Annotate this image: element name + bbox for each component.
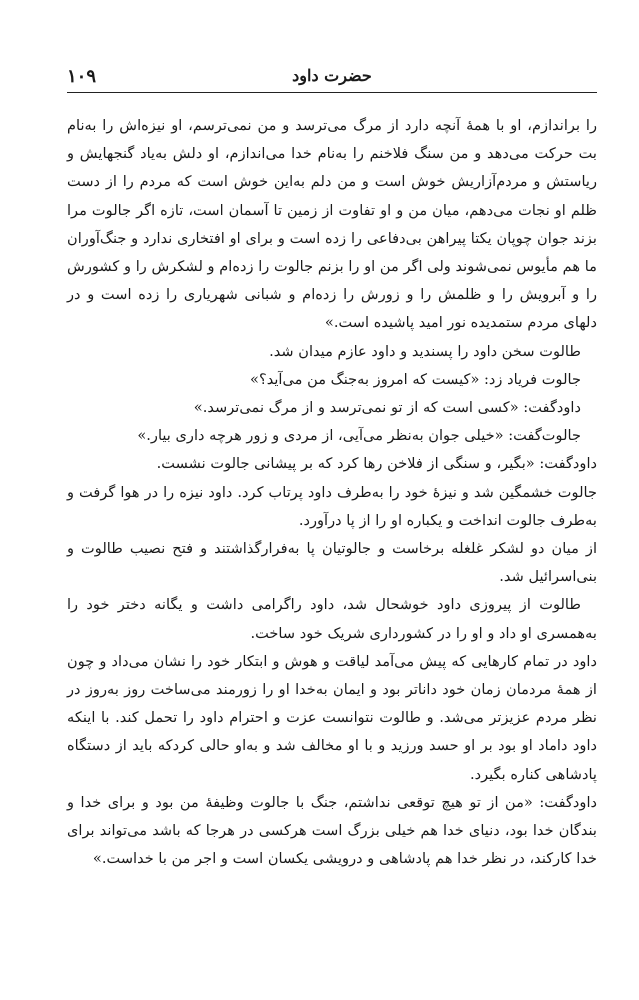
paragraph: از میان دو لشکر غلغله برخاست و جالوتیان پا به‌فرارگذاشتند و فتح نصیب طالوت و بنی‌اسرائیل شد. bbox=[67, 540, 597, 586]
paragraph: داودگفت: «من از تو هیچ توقعی نداشتم، جنگ با جالوت وظیفهٔ من بود و برای خدا و بندگان خدا بود، دنیای خدا هم خیلی بزرگ است هرکسی در هرجا که باشد می‌تواند برای خدا کارکند، در نظر خدا هم پادشاهی و درویشی یکسان است و اجر من با خداست.» bbox=[67, 793, 597, 868]
body-text bbox=[67, 112, 597, 873]
page-number: ۱۰۹ bbox=[67, 66, 97, 87]
dialogue-line: جالوت فریاد زد: «کیست که امروز به‌جنگ من می‌آید؟» bbox=[250, 370, 581, 388]
running-title: حضرت داود bbox=[292, 66, 372, 85]
paragraph: طالوت سخن داود را پسندید و داود عازم میدان شد. bbox=[269, 342, 581, 360]
dialogue-line: داودگفت: «کسی است که از تو نمی‌ترسد و از مرگ نمی‌ترسد.» bbox=[193, 399, 581, 417]
paragraph: طالوت از پیروزی داود خوشحال شد، داود راگرامی داشت و یگانه دختر خود را به‌همسری او داد و او را در کشورداری شریک خود ساخت. bbox=[67, 596, 597, 642]
paragraph: جالوت خشمگین شد و نیزهٔ خود را به‌طرف داود پرتاب کرد. داود نیزه را در هوا گرفت و به‌طرف جالوت انداخت و یکباره او را از پا درآورد. bbox=[67, 483, 597, 529]
dialogue-line: داودگفت: «بگیر، و سنگی از فلاخن رها کرد که بر پیشانی جالوت نشست. bbox=[156, 455, 597, 473]
dialogue-line: جالوت‌گفت: «خیلی جوان به‌نظر می‌آیی، از مردی و زور هرچه داری بیار.» bbox=[137, 427, 581, 445]
paragraph-continued: را براندازم، او با همهٔ آنچه دارد از مرگ می‌ترسد و من نمی‌ترسم، او نیزه‌اش را به‌نام بت حرکت می‌دهد و من سنگ فلاخنم را به‌نام خدا می‌اندازم، او دلش به‌یاد گنجهایش و ریاستش و مردم‌آزاریش خوش است و من دلم به‌این خوش است که مردم را از دست ظلم او نجات می‌دهم، میان من و او تفاوت از زمین تا آسمان است، تازه اگر جالوت مرا بزند جوان چوپان یکتا پیراهن بی‌دفاعی را زده است و برای او افتخاری ندارد و جنگ‌آوران ما هم مأیوس نمی‌شوند ولی اگر من او را بزنم جالوت را زده‌ام و لشکرش را و کشورش را و آبرویش را و ظلمش را و زورش را زده‌ام و شبانی شهریاری را زده است و در دلهای مردم ستمدیده نور امید پاشیده است.» bbox=[67, 117, 597, 332]
paragraph: داود در تمام کارهایی که پیش می‌آمد لیاقت و هوش و ابتکار خود را نشان می‌داد و چون از همهٔ مردمان زمان خود داناتر بود و ایمان به‌خدا او را زورمند می‌ساخت روز به‌روز در نظر مردم عزیزتر می‌شد. و طالوت نتوانست عزت و احترام داود را تحمل کند. با اینکه داود داماد او بود بر او حسد ورزید و با او مخالف شد و به‌او حالی کردکه باید از دستگاه پادشاهی کناره بگیرد. bbox=[67, 652, 597, 783]
page-header bbox=[67, 62, 597, 90]
header-divider bbox=[67, 92, 597, 93]
